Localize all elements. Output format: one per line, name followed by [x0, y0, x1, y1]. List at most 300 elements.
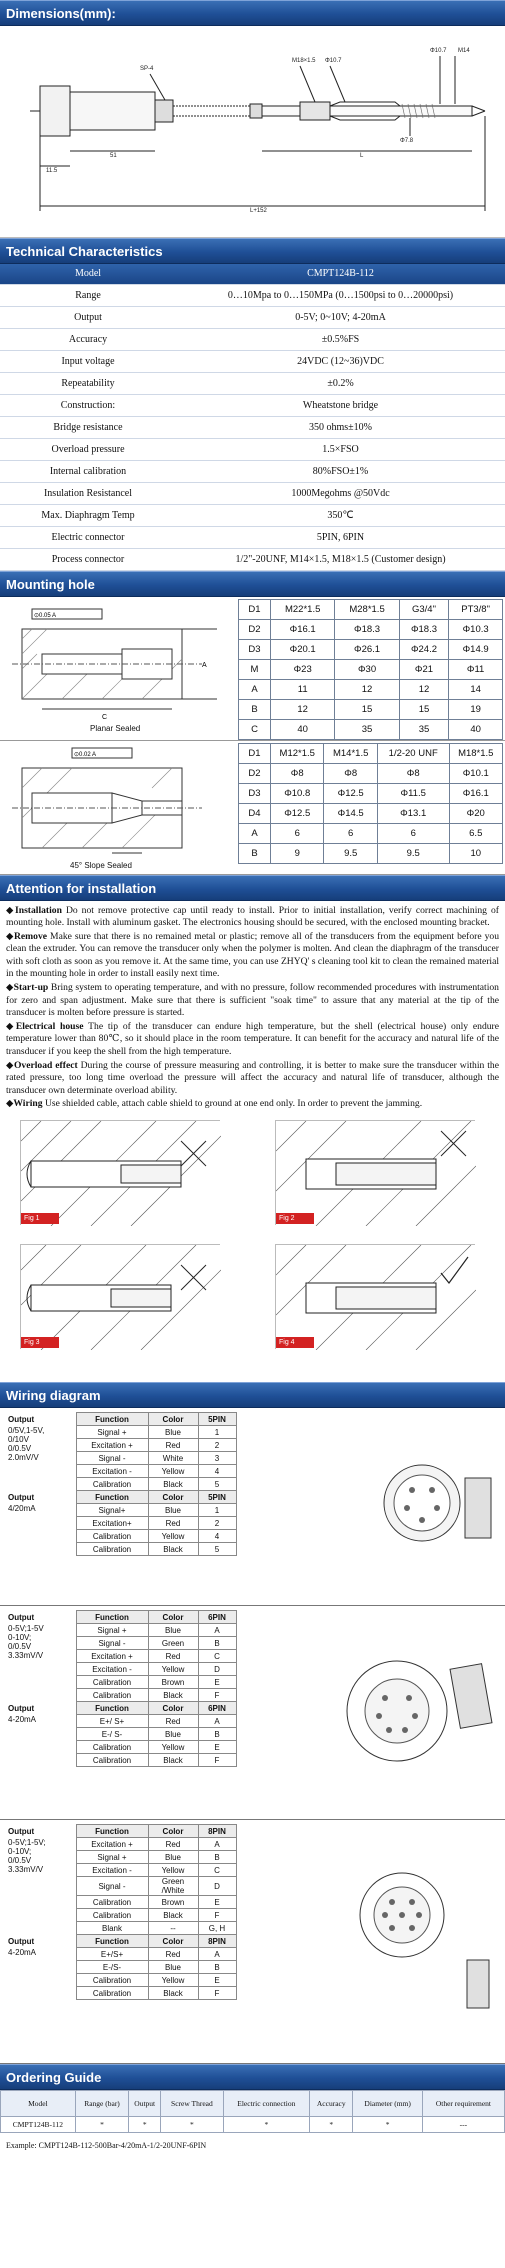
installation-body: Do not remove protective cap until ready to install. Prior to initial installation, verify correct machining of mounting hole. Install with aluminum gasket. The electronics housing should be secured, with the enclosed mounting bracket.	[6, 904, 499, 929]
tech-key: Electric connector	[0, 526, 176, 548]
mh-cell: A	[239, 679, 271, 699]
wire-header-row	[6, 1935, 236, 1948]
tech-key: Bridge resistance	[0, 416, 176, 438]
wire-header-cell: Output	[8, 1703, 35, 1713]
mh-cell: Φ10.8	[271, 783, 324, 803]
mh-cell: 35	[335, 719, 399, 739]
planar-caption: Planar Sealed	[90, 723, 141, 733]
installation-title: Installation	[15, 904, 62, 916]
wire-cell: Signal +	[76, 1426, 148, 1439]
section-header-dimensions: Dimensions(mm):	[0, 0, 505, 26]
mh-cell: Φ20	[449, 803, 502, 823]
ordering-value-cell: *	[129, 2117, 161, 2133]
wire-output-cell	[6, 1838, 76, 1935]
mh-cell: 35	[399, 719, 449, 739]
diamond-bullet-icon: ◆	[6, 1098, 14, 1110]
wire-cell: Yellow	[148, 1465, 198, 1478]
slope-tolerance-label: ⊙0.02 A	[74, 751, 97, 758]
mh-header-cell: M18*1.5	[449, 743, 502, 763]
dim-label-d8: Φ7.8	[400, 138, 414, 144]
wire-output-line: 0/0.5V	[8, 1855, 32, 1865]
mh-cell: Φ24.2	[399, 639, 449, 659]
wire-cell: Calibration	[76, 1689, 148, 1702]
mh-cell: 9.5	[377, 843, 449, 863]
installation-body: During the course of pressure measuring and controlling, it is better to make sure the transducer within the rated pressure, too long time overload the pressure will affect the accuracy and natural life of transducer, although the transducer own determinate overload ability.	[6, 1059, 499, 1096]
wire-cell: Black	[148, 1987, 198, 2000]
tech-key: Construction:	[0, 394, 176, 416]
fig-4-drawing	[276, 1245, 476, 1350]
wire-header-cell: Color	[148, 1491, 198, 1504]
tech-value: ±0.2%	[176, 372, 505, 394]
wire-cell: Excitation +	[76, 1838, 148, 1851]
mh-cell: Φ18.3	[399, 619, 449, 639]
mh-cell: Φ10.1	[449, 763, 502, 783]
dim-label-total: L+152	[250, 208, 267, 214]
wire-cell: E	[198, 1896, 236, 1909]
wire-header-cell: Function	[76, 1491, 148, 1504]
tech-row	[0, 482, 505, 504]
ordering-header-row	[1, 2091, 505, 2117]
wire-cell: F	[198, 1689, 236, 1702]
ordering-header-cell: Diameter (mm)	[353, 2091, 422, 2117]
wire-cell: 5	[198, 1543, 236, 1556]
mh-cell: Φ8	[377, 763, 449, 783]
wire-header-cell: Output	[8, 1936, 35, 1946]
mh-cell: Φ18.3	[335, 619, 399, 639]
ordering-value-cell: *	[223, 2117, 309, 2133]
wire-output-line: 0-10V;	[8, 1846, 32, 1856]
mh-header-cell: G3/4"	[399, 599, 449, 619]
tech-value: 1/2"-20UNF, M14×1.5, M18×1.5 (Customer design)	[176, 548, 505, 570]
mh-header-cell: M14*1.5	[324, 743, 377, 763]
mh-cell: 15	[335, 699, 399, 719]
wire-header-cell: Color	[148, 1825, 198, 1838]
wire-output-line: 0/10V	[8, 1434, 29, 1444]
wire-output-line: 0-5V;1-5V;	[8, 1837, 46, 1847]
mh-cell: Φ12.5	[324, 783, 377, 803]
wire-cell: Yellow	[148, 1663, 198, 1676]
tech-row	[0, 372, 505, 394]
mounting-table-planar	[238, 599, 503, 740]
wire-output-cell	[6, 1948, 76, 2000]
dimension-drawing	[0, 26, 505, 238]
dim-label-d1: 51	[110, 153, 117, 159]
wire-cell: Blue	[148, 1624, 198, 1637]
wire-output-line: 3.33mV/V	[8, 1650, 44, 1660]
wire-cell: Brown	[148, 1676, 198, 1689]
mh-header-cell: D1	[239, 743, 271, 763]
mh-cell: Φ11	[449, 659, 503, 679]
wire-cell: Calibration	[76, 1741, 148, 1754]
wire-cell: 4	[198, 1530, 236, 1543]
tech-row	[0, 526, 505, 548]
wire-cell: Signal -	[76, 1452, 148, 1465]
wire-output-line: 0/5V,1-5V,	[8, 1425, 45, 1435]
wire-header-cell: Output	[8, 1492, 35, 1502]
diamond-bullet-icon: ◆	[6, 1059, 14, 1071]
wire-cell: Signal +	[76, 1851, 148, 1864]
wire-cell: B	[198, 1961, 236, 1974]
wire-cell: Blue	[148, 1426, 198, 1439]
tech-table	[0, 264, 505, 571]
wiring-table-8pin	[6, 1824, 237, 2000]
tech-key: Range	[0, 284, 176, 306]
mh-cell: Φ16.1	[449, 783, 502, 803]
tech-value: 24VDC (12~36)VDC	[176, 350, 505, 372]
ordering-header-cell: Accuracy	[310, 2091, 353, 2117]
wire-cell: Blue	[148, 1728, 198, 1741]
wire-cell: Red	[148, 1650, 198, 1663]
wire-cell: Green /White	[148, 1877, 198, 1896]
ordering-table	[0, 2090, 505, 2133]
mh-cell: Φ21	[399, 659, 449, 679]
wire-output-line: 2.0mV/V	[8, 1452, 39, 1462]
wire-cell: Blue	[148, 1504, 198, 1517]
dim-label-d5: Φ10.7	[325, 58, 342, 64]
installation-body: Use shielded cable, attach cable shield to ground at one end only. In order to prevent the jamming.	[42, 1098, 423, 1110]
wire-cell: D	[198, 1877, 236, 1896]
wire-cell: Excitation +	[76, 1650, 148, 1663]
tech-key: Insulation Resistancel	[0, 482, 176, 504]
wire-cell: F	[198, 1909, 236, 1922]
ordering-header-cell: Model	[1, 2091, 76, 2117]
wire-cell: Calibration	[76, 1543, 148, 1556]
mh-cell: Φ14.5	[324, 803, 377, 823]
wire-cell: Blue	[148, 1851, 198, 1864]
wire-row	[6, 1948, 236, 1961]
fig-1-drawing	[21, 1121, 221, 1226]
dimension-drawing-svg	[0, 26, 505, 238]
installation-title: Remove	[14, 930, 48, 942]
wire-cell: Calibration	[76, 1974, 148, 1987]
wire-cell: 2	[198, 1439, 236, 1452]
mh-cell: Φ11.5	[377, 783, 449, 803]
installation-title: Start-up	[13, 982, 49, 994]
ordering-value-cell: *	[161, 2117, 223, 2133]
wire-header-cell: 6PIN	[198, 1702, 236, 1715]
wire-output-line: 0-5V;1-5V	[8, 1623, 44, 1633]
mh-header-cell: M22*1.5	[271, 599, 335, 619]
fig-4-tag: Fig 4	[276, 1337, 314, 1348]
mh-cell: 6	[377, 823, 449, 843]
wire-cell: A	[198, 1948, 236, 1961]
wire-cell: Black	[148, 1689, 198, 1702]
fig-3-tag: Fig 3	[21, 1337, 59, 1348]
tech-value: Wheatstone bridge	[176, 394, 505, 416]
wire-cell: Yellow	[148, 1530, 198, 1543]
wire-header-row	[6, 1702, 236, 1715]
tech-model-row	[0, 264, 505, 284]
mh-cell: 14	[449, 679, 503, 699]
mh-cell: Φ16.1	[271, 619, 335, 639]
mh-cell: 19	[449, 699, 503, 719]
mh-cell: Φ8	[324, 763, 377, 783]
diamond-bullet-icon: ◆	[6, 1020, 16, 1032]
wire-header-cell: 6PIN	[198, 1611, 236, 1624]
tech-value: 350 ohms±10%	[176, 416, 505, 438]
fig-2-tag: Fig 2	[276, 1213, 314, 1224]
installation-title: Wiring	[13, 1098, 43, 1110]
fig-2	[275, 1120, 475, 1225]
ordering-example: Example: CMPT124B-112-500Bar-4/20mA-1/2-20UNF-6PIN	[6, 2141, 207, 2150]
wire-cell: --	[148, 1922, 198, 1935]
mh-cell: B	[239, 699, 271, 719]
wire-output-cell	[6, 1426, 76, 1491]
wire-header-cell: Function	[76, 1702, 148, 1715]
tech-value: 1000Megohms @50Vdc	[176, 482, 505, 504]
tech-value: 5PIN, 6PIN	[176, 526, 505, 548]
mh-header-cell: PT3/8"	[449, 599, 503, 619]
section-header-tech: Technical Characteristics	[0, 238, 505, 264]
mounting-table-slope	[238, 743, 503, 864]
fig-3	[20, 1244, 220, 1349]
mh-cell: C	[239, 719, 271, 739]
mh-cell: 6.5	[449, 823, 502, 843]
wire-cell: Red	[148, 1948, 198, 1961]
mh-header-cell: M12*1.5	[271, 743, 324, 763]
tech-value: 0…10Mpa to 0…150MPa (0…1500psi to 0…20000psi)	[176, 284, 505, 306]
wire-cell: B	[198, 1728, 236, 1741]
mh-cell: A	[239, 823, 271, 843]
wire-header-cell: Color	[148, 1702, 198, 1715]
tech-row	[0, 350, 505, 372]
mh-cell: 12	[399, 679, 449, 699]
wire-cell: Yellow	[148, 1974, 198, 1987]
wire-output-line: 4/20mA	[8, 1503, 36, 1513]
wire-cell: Yellow	[148, 1741, 198, 1754]
wire-cell: White	[148, 1452, 198, 1465]
wire-cell: E+/S+	[76, 1948, 148, 1961]
wire-cell: A	[198, 1715, 236, 1728]
wire-cell: Signal +	[76, 1624, 148, 1637]
wire-cell: Signal+	[76, 1504, 148, 1517]
ordering-values-row	[1, 2117, 505, 2133]
wire-header-cell: 8PIN	[198, 1935, 236, 1948]
wire-header-cell: Output	[8, 1414, 35, 1424]
installation-body: Bring system to operating temperature, and with no pressure, follow recommended procedures with instrumentation for zero and span adjustment. Make sure that there is sufficient "soak time" to assure that any material at the tip of the transducer is molten before pressure is started.	[6, 982, 499, 1019]
wire-cell: Black	[148, 1543, 198, 1556]
wire-header-cell: 5PIN	[198, 1413, 236, 1426]
tech-key: Input voltage	[0, 350, 176, 372]
section-header-installation: Attention for installation	[0, 875, 505, 901]
wire-cell: F	[198, 1754, 236, 1767]
dim-label-d2: 11.5	[46, 168, 58, 174]
tech-row	[0, 284, 505, 306]
wire-cell: Calibration	[76, 1530, 148, 1543]
wire-cell: 1	[198, 1426, 236, 1439]
wiring-8pin	[0, 1820, 505, 2064]
mh-cell: 9.5	[324, 843, 377, 863]
ordering-value-cell: *	[353, 2117, 422, 2133]
tech-model-value: CMPT124B-112	[176, 264, 505, 284]
wire-cell: 2	[198, 1517, 236, 1530]
mh-cell: Φ10.3	[449, 619, 503, 639]
mh-cell: Φ30	[335, 659, 399, 679]
wire-cell: 1	[198, 1504, 236, 1517]
tech-row	[0, 460, 505, 482]
mh-cell: D3	[239, 783, 271, 803]
ordering-header-cell: Electric connection	[223, 2091, 309, 2117]
mh-row	[239, 699, 503, 719]
wire-cell: Calibration	[76, 1676, 148, 1689]
fig-1	[20, 1120, 220, 1225]
diamond-bullet-icon: ◆	[6, 930, 14, 942]
mh-cell: Φ26.1	[335, 639, 399, 659]
wire-cell: Red	[148, 1715, 198, 1728]
mh-cell: Φ20.1	[271, 639, 335, 659]
wire-header-cell: Output	[8, 1612, 35, 1622]
installation-body: Make sure that there is no remained metal or plastic; remove all of the transducers from the equipment before you clean the extruder. You can remove the transducer only when the polymer is molten. And clean the diaphragm of the transducer with soft cloth as soon as you remove it. At the same time, you can use ZHYQ' s cleaning tool kit to clean the remained material in the mounting hole in order to install easily next time.	[6, 930, 499, 980]
wire-output-line: 0/0.5V	[8, 1443, 32, 1453]
diamond-bullet-icon: ◆	[6, 904, 15, 916]
tech-row	[0, 416, 505, 438]
planar-hole-drawing	[2, 599, 232, 737]
mh-cell: 9	[271, 843, 324, 863]
wire-header-cell: Output	[8, 1826, 35, 1836]
section-header-mounting: Mounting hole	[0, 571, 505, 597]
mh-cell: 40	[449, 719, 503, 739]
connector-8pin-drawing	[337, 1860, 497, 2020]
tech-value: 1.5×FSO	[176, 438, 505, 460]
wire-cell: Excitation -	[76, 1663, 148, 1676]
wire-cell: B	[198, 1637, 236, 1650]
wire-output-cell	[6, 1715, 76, 1767]
mh-cell: 6	[271, 823, 324, 843]
wire-output-line: 3.33mV/V	[8, 1864, 44, 1874]
wire-header-cell: 5PIN	[198, 1491, 236, 1504]
wire-row	[6, 1715, 236, 1728]
wire-header-cell: Function	[76, 1935, 148, 1948]
mounting-planar	[0, 597, 505, 741]
wire-output-cell	[6, 1624, 76, 1702]
wire-header-cell: Function	[76, 1611, 148, 1624]
wire-cell: 3	[198, 1452, 236, 1465]
connector-6pin-drawing	[337, 1636, 497, 1786]
wire-cell: 4	[198, 1465, 236, 1478]
wire-header-row	[6, 1611, 236, 1624]
wire-cell: Yellow	[148, 1864, 198, 1877]
ordering-header-cell: Range (bar)	[75, 2091, 129, 2117]
tech-key: Overload pressure	[0, 438, 176, 460]
tech-row	[0, 438, 505, 460]
wire-cell: Black	[148, 1754, 198, 1767]
section-header-ordering: Ordering Guide	[0, 2064, 505, 2090]
wire-cell: Green	[148, 1637, 198, 1650]
tech-value: ±0.5%FS	[176, 328, 505, 350]
mh-header-row	[239, 743, 503, 763]
mh-cell: Φ8	[271, 763, 324, 783]
wire-cell: E	[198, 1676, 236, 1689]
mh-cell: Φ23	[271, 659, 335, 679]
tech-value: 0-5V; 0~10V; 4-20mA	[176, 306, 505, 328]
wire-header-cell: 8PIN	[198, 1825, 236, 1838]
installation-paragraph	[6, 931, 499, 981]
installation-paragraph	[6, 1021, 499, 1059]
wire-cell: Calibration	[76, 1896, 148, 1909]
wire-cell: Signal -	[76, 1877, 148, 1896]
tech-key: Output	[0, 306, 176, 328]
wire-cell: Calibration	[76, 1754, 148, 1767]
wire-row	[6, 1624, 236, 1637]
dim-label-d3: L	[360, 153, 364, 159]
ordering-header-cell: Output	[129, 2091, 161, 2117]
fig-2-drawing	[276, 1121, 476, 1226]
wire-cell: Excitation+	[76, 1517, 148, 1530]
mh-cell: Φ13.1	[377, 803, 449, 823]
wire-header-row	[6, 1825, 236, 1838]
mh-header-cell: M28*1.5	[335, 599, 399, 619]
tech-row	[0, 548, 505, 570]
wire-cell: E	[198, 1974, 236, 1987]
mh-cell: Φ14.9	[449, 639, 503, 659]
wire-output-line: 0-10V;	[8, 1632, 32, 1642]
fig-4	[275, 1244, 475, 1349]
tech-key: Repeatability	[0, 372, 176, 394]
wire-cell: A	[198, 1624, 236, 1637]
wire-header-cell: Function	[76, 1825, 148, 1838]
wire-cell: Red	[148, 1838, 198, 1851]
tech-key: Internal calibration	[0, 460, 176, 482]
wire-cell: C	[198, 1650, 236, 1663]
mh-row	[239, 803, 503, 823]
wire-cell: B	[198, 1851, 236, 1864]
tech-row	[0, 394, 505, 416]
dim-label-d6: Φ10.7	[430, 48, 447, 54]
tech-key: Process connector	[0, 548, 176, 570]
installation-paragraph	[6, 1060, 499, 1098]
wiring-table-5pin	[6, 1412, 237, 1556]
mh-row	[239, 763, 503, 783]
wire-cell: E-/ S-	[76, 1728, 148, 1741]
mh-cell: D4	[239, 803, 271, 823]
mh-cell: D2	[239, 763, 271, 783]
wire-cell: E	[198, 1741, 236, 1754]
mh-cell: D2	[239, 619, 271, 639]
dim-label-d4: M18×1.5	[292, 58, 316, 64]
planar-a-label: A	[202, 661, 207, 669]
wire-cell: G, H	[198, 1922, 236, 1935]
wire-output-line: 4-20mA	[8, 1714, 37, 1724]
wire-cell: Calibration	[76, 1987, 148, 2000]
wire-output-cell	[6, 1504, 76, 1556]
ordering-value-cell: *	[75, 2117, 129, 2133]
connector-5pin-drawing	[367, 1448, 497, 1568]
wire-cell: Calibration	[76, 1478, 148, 1491]
mh-row	[239, 783, 503, 803]
mh-header-row	[239, 599, 503, 619]
wire-header-row	[6, 1491, 236, 1504]
wire-cell: Black	[148, 1909, 198, 1922]
fig-3-drawing	[21, 1245, 221, 1350]
installation-title: Electrical house	[15, 1020, 84, 1032]
fig-1-tag: Fig 1	[21, 1213, 59, 1224]
wire-header-row	[6, 1413, 236, 1426]
mh-cell: D3	[239, 639, 271, 659]
planar-tolerance-label: ⊙0.05 A	[34, 612, 57, 619]
mh-row	[239, 619, 503, 639]
wiring-6pin	[0, 1606, 505, 1820]
wire-cell: Excitation -	[76, 1465, 148, 1478]
tech-value: 80%FSO±1%	[176, 460, 505, 482]
wire-header-cell: Color	[148, 1935, 198, 1948]
dim-label-sp: SP-4	[140, 66, 154, 72]
wire-output-line: 0/0.5V	[8, 1641, 32, 1651]
wire-cell: D	[198, 1663, 236, 1676]
tech-model-label: Model	[0, 264, 176, 284]
ordering-value-cell: ---	[422, 2117, 504, 2133]
tech-row	[0, 306, 505, 328]
mh-cell: 40	[271, 719, 335, 739]
